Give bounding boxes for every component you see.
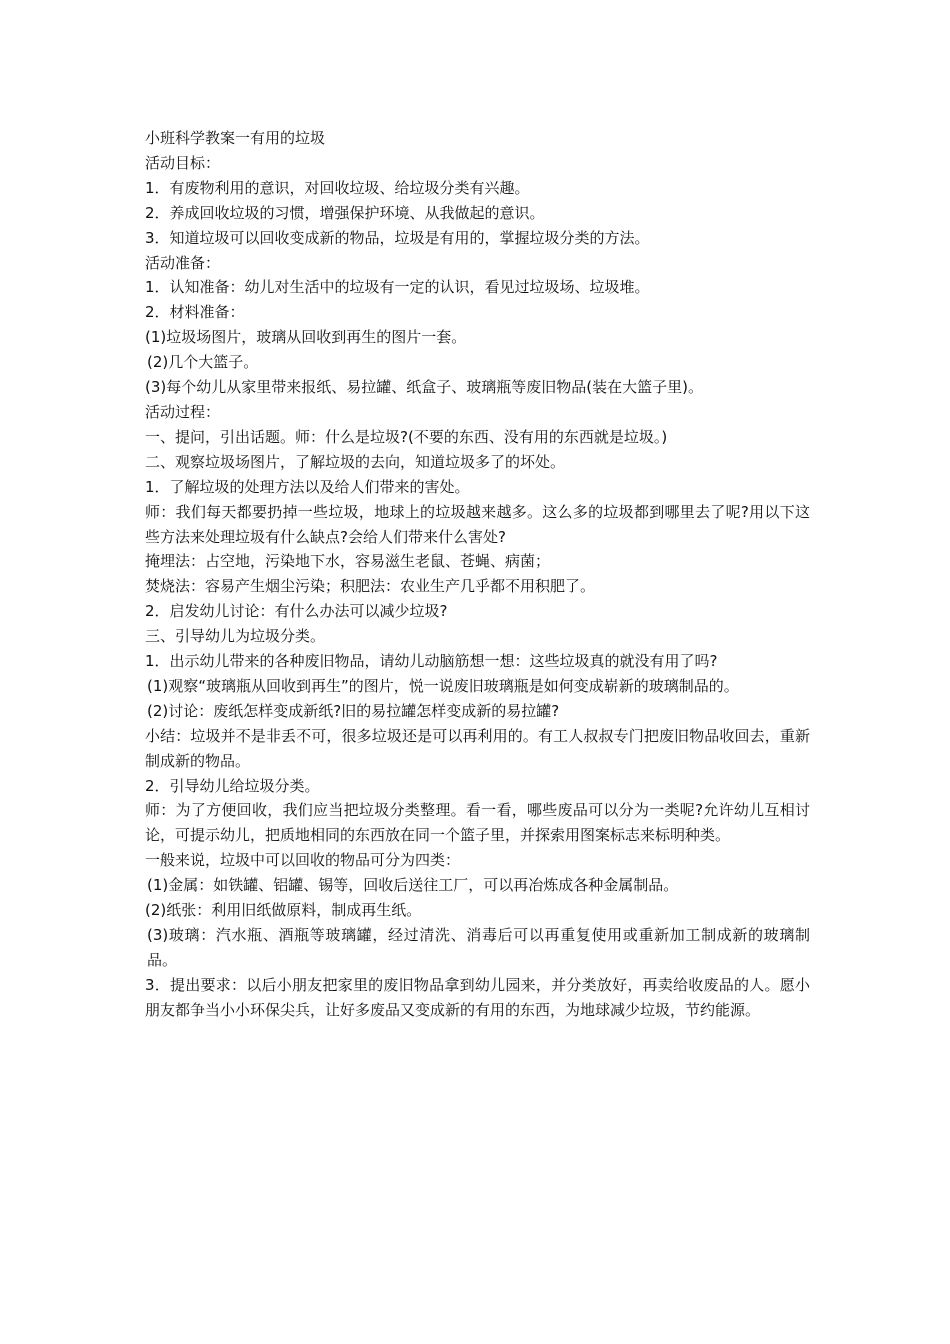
paragraph: 掩埋法：占空地，污染地下水，容易滋生老鼠、苍蝇、病菌；: [145, 552, 551, 571]
paragraph: 一、提问，引出话题。师：什么是垃圾?(不要的东西、没有用的东西就是垃圾。): [145, 427, 668, 446]
paragraph: (2)纸张：利用旧纸做原料，制成再生纸。: [145, 901, 422, 920]
paragraph: 1．有废物利用的意识，对回收垃圾、给垃圾分类有兴趣。: [145, 178, 530, 197]
section-heading-process: 活动过程：: [145, 402, 221, 421]
paragraph: 1．认知准备：幼儿对生活中的垃圾有一定的认识，看见过垃圾场、垃圾堆。: [145, 278, 650, 297]
paragraph: 师：为了方便回收，我们应当把垃圾分类整理。看一看，哪些废品可以分为一类呢?允许幼儿互相讨论，可提示幼儿，把质地相同的东西放在同一个篮子里，并探索用图案标志来标明种类。: [145, 801, 810, 845]
paragraph: (3)玻璃：汽水瓶、酒瓶等玻璃罐，经过清洗、消毒后可以再重复使用或重新加工制成新的玻璃制品。: [147, 926, 810, 969]
section-heading-goals: 活动目标：: [145, 153, 221, 172]
document-body: [145, 126, 810, 1023]
paragraph: 2．启发幼儿讨论：有什么办法可以减少垃圾?: [145, 602, 448, 621]
paragraph: 二、观察垃圾场图片，了解垃圾的去向，知道垃圾多了的坏处。: [145, 452, 566, 471]
paragraph: (2)讨论：废纸怎样变成新纸?旧的易拉罐怎样变成新的易拉罐?: [147, 701, 560, 720]
document-title: 小班科学教案一有用的垃圾: [145, 129, 326, 147]
paragraph: (1)垃圾场图片，玻璃从回收到再生的图片一套。: [145, 328, 467, 347]
paragraph: 3．知道垃圾可以回收变成新的物品，垃圾是有用的，掌握垃圾分类的方法。: [145, 228, 650, 247]
paragraph: 一般来说，垃圾中可以回收的物品可分为四类：: [145, 851, 461, 870]
paragraph: 焚烧法：容易产生烟尘污染；积肥法：农业生产几乎都不用积肥了。: [145, 577, 596, 596]
paragraph: 2．材料准备：: [145, 303, 245, 322]
paragraph: 小结：垃圾并不是非丢不可，很多垃圾还是可以再利用的。有工人叔叔专门把废旧物品收回去，重新制成新的物品。: [145, 726, 810, 770]
paragraph: 2．引导幼儿给垃圾分类。: [145, 776, 320, 795]
paragraph: 3．提出要求：以后小朋友把家里的废旧物品拿到幼儿园来，并分类放好，再卖给收废品的人。愿小朋友都争当小小环保尖兵，让好多废品又变成新的有用的东西，为地球减少垃圾，节约能源。: [145, 975, 810, 1019]
paragraph: (2)几个大篮子。: [147, 353, 259, 372]
paragraph: (1)观察“玻璃瓶从回收到再生”的图片，悦一说废旧玻璃瓶是如何变成崭新的玻璃制品的。: [147, 676, 739, 695]
paragraph: 1．出示幼儿带来的各种废旧物品，请幼儿动脑筋想一想：这些垃圾真的就没有用了吗?: [145, 652, 718, 671]
paragraph: 1．了解垃圾的处理方法以及给人们带来的害处。: [145, 477, 470, 496]
section-heading-preparation: 活动准备：: [145, 253, 221, 272]
paragraph: 师：我们每天都要扔掉一些垃圾，地球上的垃圾越来越多。这么多的垃圾都到哪里去了呢?用以下这些方法来处理垃圾有什么缺点?会给人们带来什么害处?: [145, 502, 810, 546]
paragraph: (3)每个幼儿从家里带来报纸、易拉罐、纸盒子、玻璃瓶等废旧物品(装在大篮子里)。: [145, 378, 703, 397]
paragraph: (1)金属：如铁罐、铝罐、锡等，回收后送往工厂，可以再冶炼成各种金属制品。: [147, 876, 679, 895]
paragraph: 三、引导幼儿为垃圾分类。: [145, 627, 326, 646]
paragraph: 2．养成回收垃圾的习惯，增强保护环境、从我做起的意识。: [145, 203, 545, 222]
